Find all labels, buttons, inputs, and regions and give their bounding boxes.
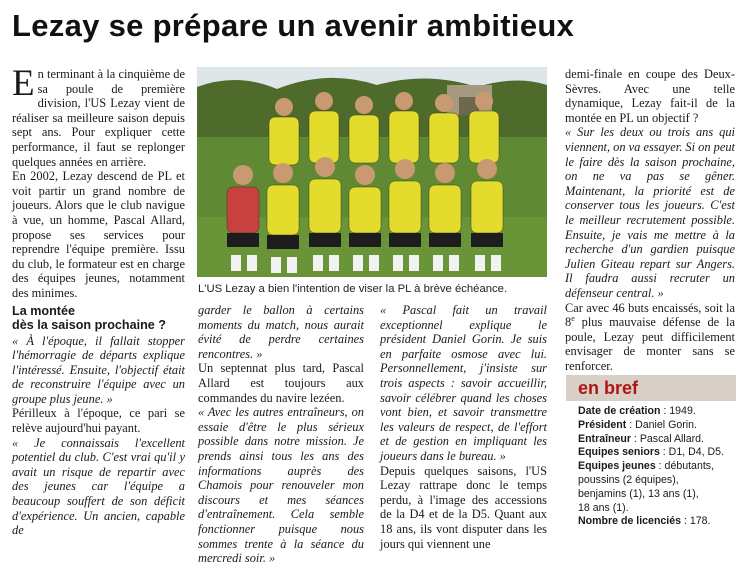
en-bref-item-continued: benjamins (1), 13 ans (1), (578, 487, 699, 500)
en-bref-item-continued: poussins (2 équipes), (578, 473, 679, 486)
en-bref-item: Président : Daniel Gorin. (578, 418, 697, 431)
quote-paragraph: « Pascal fait un travail exceptionnel explique le président Daniel Gorin. Je suis en parfaite osmose avec lui. Personnellement, j'insiste sur trois aspects : savoir accueillir, savoir célébrer quand les choses vont bien, et savoir transmettre les valeurs de respect, de l'effort et de gestion en impliquant les joueurs dans le bureau. » (380, 303, 547, 463)
en-bref-box (566, 375, 736, 537)
paragraph: Car avec 46 buts encaissés, soit la 8e plus mauvaise défense de la poule, Lezay peut difficilement envisager de monter sans se renforcer. (565, 300, 735, 373)
quote-paragraph: « Avec les autres entraîneurs, on essaie d'être le plus sérieux possible dans notre mission. Je prends ainsi tous les ans des informations auprès des Chamois pour renouveler mon discours et mes séances d'entraînement. Cela semble fonctionner puisque nous sommes trente à la séance du mercredi soir. » (198, 405, 364, 566)
photo-caption: L'US Lezay a bien l'intention de viser la PL à brève échéance. (198, 283, 508, 295)
article-column-4 (565, 67, 735, 373)
en-bref-item: Equipes jeunes : débutants, (578, 460, 715, 473)
quote-paragraph: « Je connaissais l'excellent potentiel du club. C'est vrai qu'il y avait un risque de repartir avec des jeunes car l'équipe a beaucoup souffert de son déficit d'expérience. Un ancien, capable de (12, 435, 185, 538)
en-bref-item-continued: 18 ans (1). (578, 501, 629, 514)
team-photo-illustration (197, 67, 547, 277)
lead-paragraph: En terminant à la cinquième de sa poule de première division, l'US Lezay vient de réaliser sa meilleure saison depuis sept ans. Pour expliquer cette performance, il faut se replonger quelques années en arrière. (12, 63, 185, 169)
quote-paragraph: « À l'époque, il fallait stopper l'hémorragie de départs explique l'intéressé. Ensuite, l'objectif était de reconstruire l'équipe avec un groupe plus jeune. » (12, 333, 185, 406)
en-bref-item: Entraîneur : Pascal Allard. (578, 432, 704, 445)
en-bref-item: Equipes seniors : D1, D4, D5. (578, 446, 725, 459)
paragraph: Un septennat plus tard, Pascal Allard est toujours aux commandes du navire lezéen. (198, 361, 364, 405)
en-bref-list (566, 401, 736, 529)
drop-cap: E (12, 63, 35, 104)
paragraph: Depuis quelques saisons, l'US Lezay rattrape donc le temps perdu, à l'image des accessions de la D4 et de la D5. Quant aux 18 ans, ils vont disputer dans les jours qui viennent une (380, 463, 547, 551)
quote-paragraph: garder le ballon à certains moments du match, nous aurait évité de perdre certaines rencontres. » (198, 303, 364, 361)
en-bref-item: Nombre de licenciés : 178. (578, 515, 711, 528)
paragraph: Périlleux à l'époque, ce pari se relève aujourd'hui payant. (12, 406, 185, 436)
en-bref-item: Date de création : 1949. (578, 405, 696, 417)
article-column-1 (12, 63, 185, 538)
paragraph: demi-finale en coupe des Deux-Sèvres. Avec une telle dynamique, Lezay fait-il de la montée en PL un objectif ? (565, 67, 735, 125)
quote-paragraph: « Sur les deux ou trois ans qui viennent, on va essayer. Si on peut le faire dès la saison prochaine, on ne va pas se gêner. Maintenant, la priorité est de conserver tous les joueurs. C'est le meilleur recrutement possible. Ensuite, je vais me mettre à la recherche d'un gardien puisque Julien Giteau repart sur Angers. Il faudra aussi recruter un défenseur central. » (565, 125, 735, 300)
article-column-2 (198, 303, 364, 566)
en-bref-title: en bref (566, 375, 736, 401)
headline: Lezay se prépare un avenir ambitieux (12, 8, 575, 43)
article-column-3 (380, 303, 547, 551)
team-photo (197, 67, 547, 277)
paragraph: En 2002, Lezay descend de PL et voit partir un grand nombre de joueurs. Alors que le club navigue à vue, un homme, Pascal Allard, propose ses services pour reprendre l'équipe première. Issu du club, le formateur est en charge des équipes jeunes, notamment des minimes. (12, 169, 185, 300)
subheading: La montée dès la saison prochaine ? (12, 303, 166, 332)
